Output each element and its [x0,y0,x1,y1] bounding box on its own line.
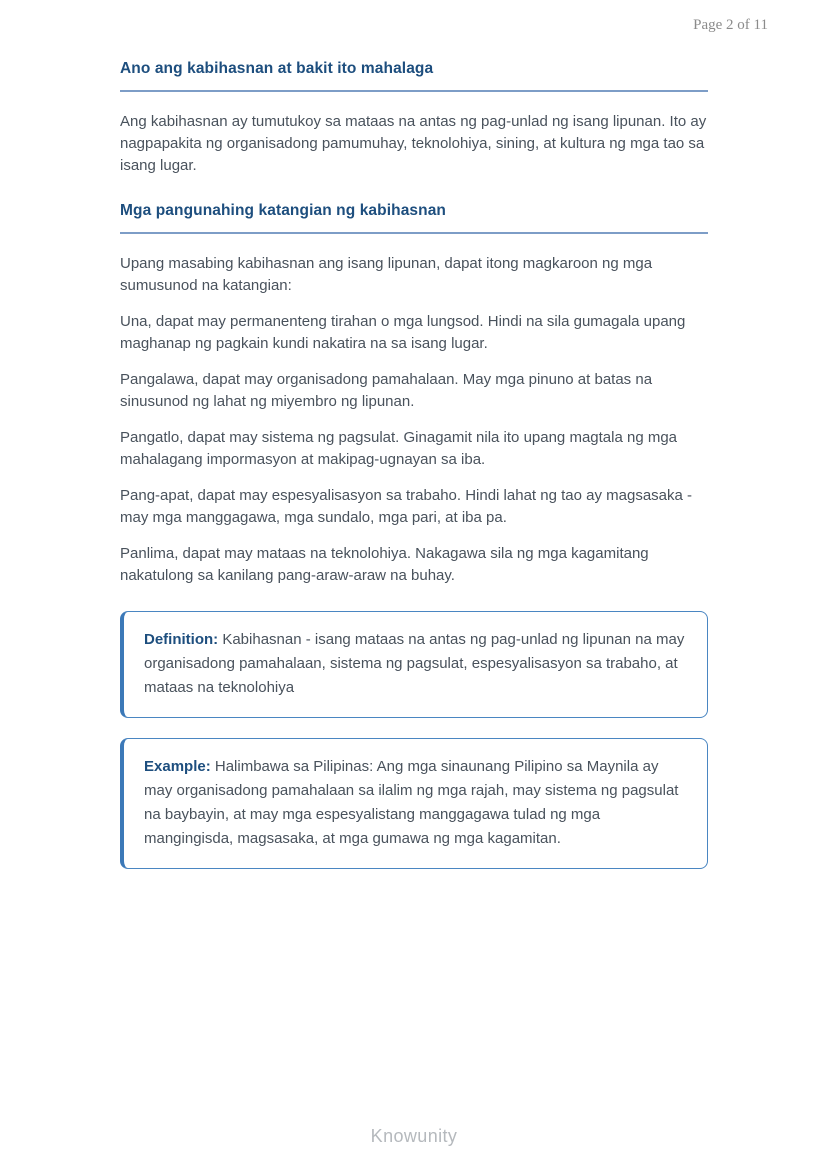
paragraph: Pang-apat, dapat may espesyalisasyon sa trabaho. Hindi lahat ng tao ay magsasaka - may mga manggagawa, mga sundalo, mga pari, at iba pa. [120,487,693,526]
definition-text: Kabihasnan - isang mataas na antas ng pag-unlad ng lipunan na may organisadong pamahalaan, sistema ng pagsulat, espesyalisasyon sa trabaho, at mataas na teknolohiya [144,631,685,696]
paragraph: Pangalawa, dapat may organisadong pamahalaan. May mga pinuno at batas na sinusunod ng lahat ng miyembro ng lipunan. [120,371,653,410]
section-what-is-civilization [120,59,708,177]
section-heading: Ano ang kabihasnan at bakit ito mahalaga [120,60,434,77]
page-number: Page 2 of 11 [693,17,768,33]
section-divider [120,90,708,92]
example-label: Example: [144,758,211,775]
knowunity-watermark: Knowunity [370,1126,458,1146]
section-main-characteristics [120,201,708,587]
definition-callout [120,611,708,718]
paragraph: Upang masabing kabihasnan ang isang lipunan, dapat itong magkaroon ng mga sumusunod na katangian: [120,255,653,294]
example-callout [120,738,708,869]
paragraph: Ang kabihasnan ay tumutukoy sa mataas na antas ng pag-unlad ng isang lipunan. Ito ay nagpapakita ng organisadong pamumuhay, teknolohiya, sining, at kultura ng mga tao sa isang lugar. [120,113,707,174]
document-content [120,59,708,869]
example-text: Halimbawa sa Pilipinas: Ang mga sinaunang Pilipino sa Maynila ay may organisadong pamahalaan sa ilalim ng mga rajah, may sistema ng pagsulat na baybayin, at may mga espesyalistang manggagawa tulad ng mga mangingisda, magsasaka, at mga gumawa ng mga kagamitan. [144,758,679,847]
paragraph: Una, dapat may permanenteng tirahan o mga lungsod. Hindi na sila gumagala upang maghanap ng pagkain kundi nakatira na sa isang lugar. [120,313,686,352]
section-heading: Mga pangunahing katangian ng kabihasnan [120,202,446,219]
paragraph: Panlima, dapat may mataas na teknolohiya. Nakagawa sila ng mga kagamitang nakatulong sa kanilang pang-araw-araw na buhay. [120,545,649,584]
section-divider [120,232,708,234]
definition-label: Definition: [144,631,219,648]
paragraph: Pangatlo, dapat may sistema ng pagsulat. Ginagamit nila ito upang magtala ng mga mahalagang impormasyon at makipag-ugnayan sa iba. [120,429,678,468]
